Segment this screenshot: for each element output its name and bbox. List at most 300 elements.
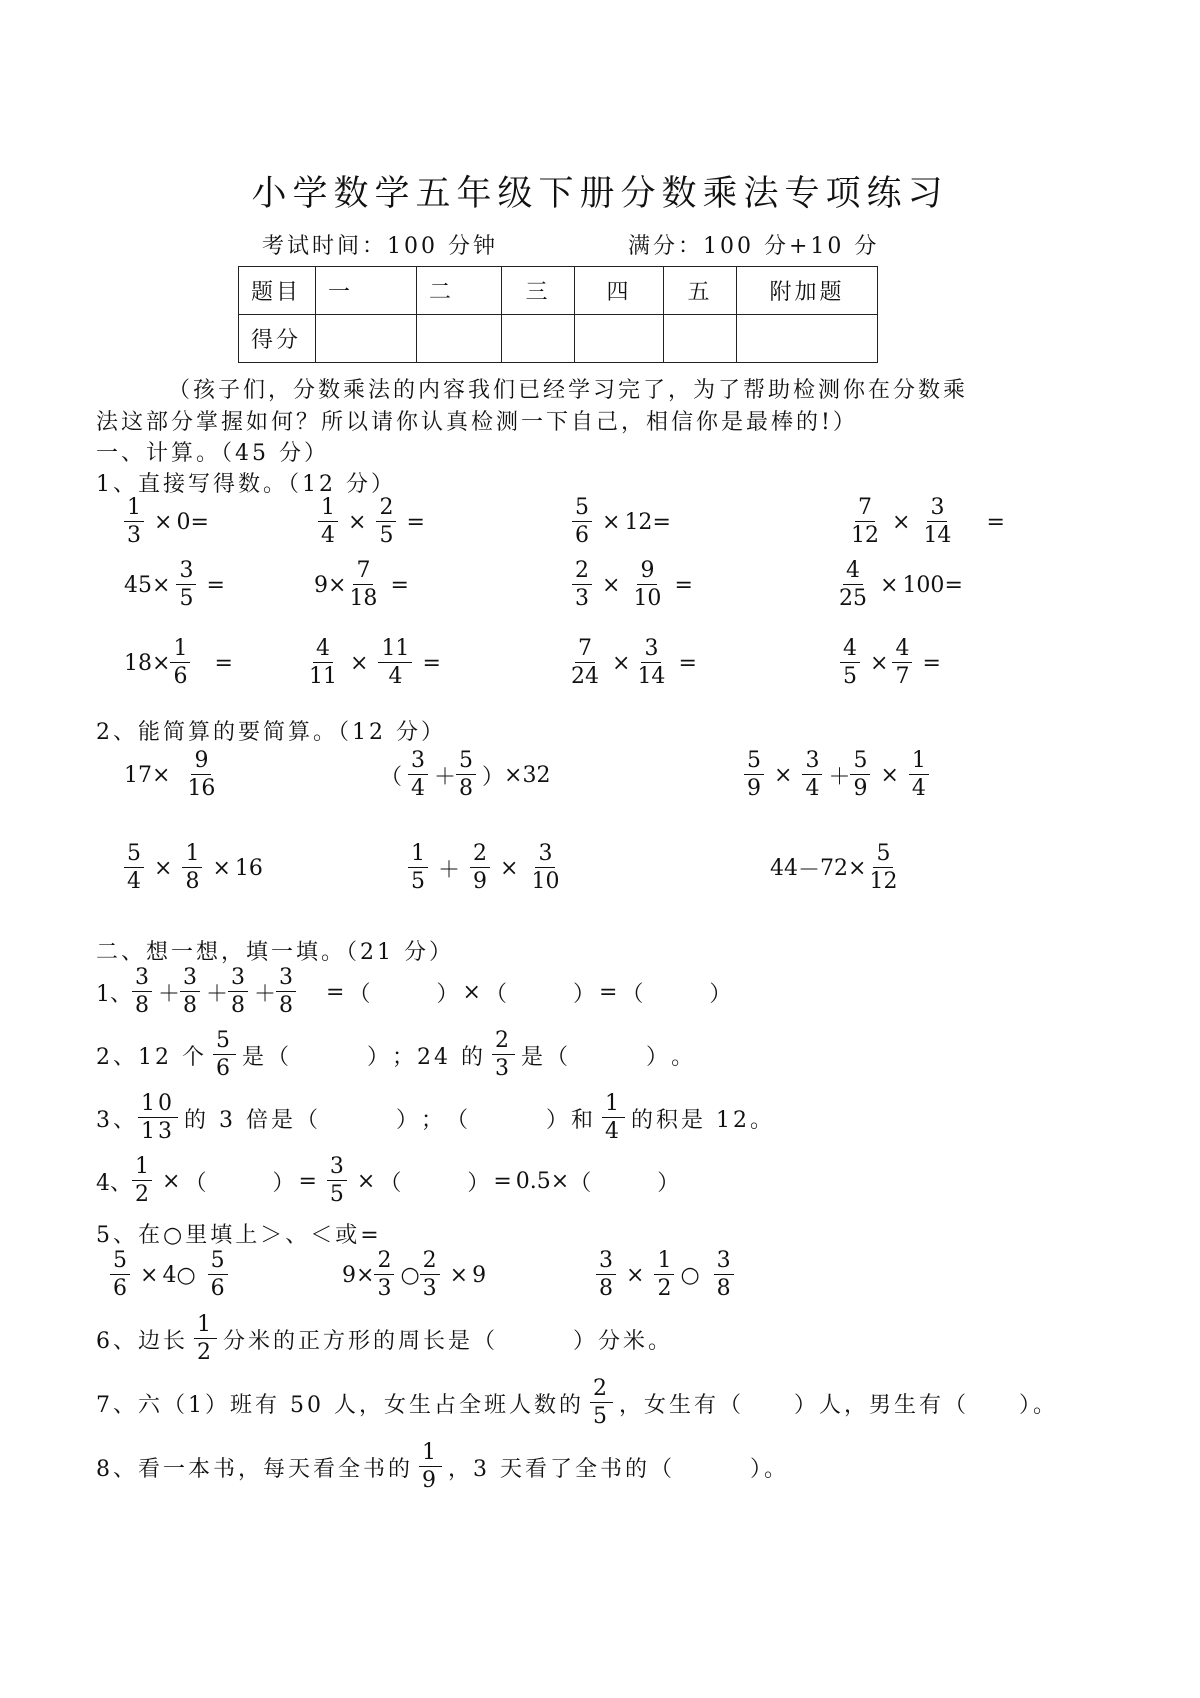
fraction (572, 560, 592, 610)
expression-token: 。 (671, 1044, 697, 1070)
fraction-denominator: 11 (309, 664, 337, 689)
fraction-denominator: 8 (459, 776, 474, 801)
fraction-denominator: 13 (141, 1119, 175, 1144)
score-input-cell[interactable] (575, 315, 664, 363)
expression-token: = (326, 979, 345, 1005)
fraction-numerator: 2 (572, 560, 592, 585)
expression-token: 32 (522, 762, 551, 788)
fraction (124, 843, 144, 893)
q1-expr-4 (842, 497, 1009, 547)
score-input-cell[interactable] (316, 315, 417, 363)
expression-token: ；24 的 (392, 1044, 487, 1070)
expression-token: 1、 (96, 981, 132, 1007)
answer-blank[interactable]: （ ） (484, 981, 595, 1007)
expression-token: × (892, 509, 911, 535)
fraction (346, 560, 380, 610)
score-table (238, 266, 878, 363)
fraction (419, 1442, 442, 1492)
expression-token: 16 (234, 855, 263, 881)
fraction (528, 843, 562, 893)
fraction-denominator: 6 (210, 1276, 225, 1301)
intro-line-1: （孩子们，分数乘法的内容我们已经学习完了，为了帮助检测你在分数乘 (168, 378, 969, 403)
expression-token: 44 (770, 855, 798, 881)
fraction-denominator: 5 (843, 664, 857, 689)
answer-blank[interactable]: （ ） (473, 1328, 599, 1354)
q1-expr-5 (124, 560, 229, 610)
answer-blank[interactable]: （ ） (295, 1107, 421, 1133)
answer-blank[interactable]: （ ） (621, 981, 732, 1007)
score-input-cell[interactable] (737, 315, 878, 363)
fraction-numerator: 9 (191, 750, 211, 775)
answer-blank[interactable]: （ ） (184, 1170, 295, 1196)
expression-token: × (350, 650, 369, 676)
fraction-numerator: 5 (124, 843, 144, 868)
q1-expr-6 (314, 560, 413, 610)
fraction-numerator: 4 (313, 638, 333, 663)
fill-q5-title: 5、在○里填上＞、＜或= (96, 1223, 382, 1248)
fraction-denominator: 8 (135, 993, 149, 1018)
expression-token: × (152, 650, 171, 676)
fill-q3 (96, 1093, 775, 1143)
fraction-denominator: 25 (839, 586, 867, 611)
fraction-denominator: 5 (179, 586, 194, 611)
expression-token: × (602, 509, 621, 535)
fraction (124, 497, 144, 547)
expression-token: = (298, 1168, 317, 1194)
fraction (378, 638, 412, 688)
fraction-denominator: 5 (379, 523, 394, 548)
fraction (654, 1250, 674, 1300)
q1-expr-11 (562, 638, 701, 688)
fraction-denominator: 14 (637, 664, 666, 689)
fraction-denominator: 8 (599, 1276, 613, 1301)
page-title: 小学数学五年级下册分数乘法专项练习 (251, 174, 949, 214)
fraction (456, 750, 476, 800)
fraction-denominator: 12 (869, 869, 898, 894)
fraction (920, 497, 954, 547)
fraction-denominator: 6 (575, 523, 589, 548)
expression-token: × (774, 762, 793, 788)
fraction-numerator: 2 (376, 497, 396, 522)
expression-token: × (612, 650, 631, 676)
expression-token: × (162, 1168, 181, 1194)
expression-token: = (493, 1168, 512, 1194)
expression-token: 72 (820, 855, 849, 881)
fraction (568, 638, 602, 688)
fraction-numerator: 3 (596, 1250, 616, 1275)
fraction (850, 750, 870, 800)
q1-expr-3 (566, 497, 671, 547)
fraction-numerator: 3 (180, 967, 200, 992)
fraction (228, 967, 248, 1017)
score-input-cell[interactable] (417, 315, 502, 363)
fraction (590, 1378, 613, 1428)
answer-blank[interactable]: （ ） (267, 1044, 393, 1070)
expression-token: × (626, 1262, 645, 1288)
expression-token: = (406, 509, 425, 535)
fraction-denominator: 14 (923, 523, 952, 548)
expression-token: ； (421, 1107, 447, 1133)
fraction-numerator: 7 (855, 497, 875, 522)
fraction (630, 560, 664, 610)
fraction-denominator: 4 (805, 776, 820, 801)
answer-blank[interactable]: （ ） (446, 1107, 572, 1133)
fraction-numerator: 4 (840, 638, 860, 663)
q1-expr-1 (118, 497, 209, 547)
fill-q8 (96, 1442, 789, 1492)
expression-token: 9 (342, 1262, 356, 1288)
fraction-numerator: 3 (276, 967, 296, 992)
fraction-denominator: 12 (851, 523, 879, 548)
fraction-denominator: 4 (605, 1119, 623, 1144)
expression-token: （ (380, 764, 403, 790)
fraction (138, 1093, 178, 1143)
fraction-numerator: 5 (213, 1030, 236, 1055)
fraction-numerator: 2 (492, 1030, 515, 1055)
fraction-denominator: 4 (911, 776, 926, 801)
fraction-numerator: 1 (318, 497, 338, 522)
fraction (470, 843, 490, 893)
expression-token: = (678, 650, 697, 676)
fraction (376, 497, 396, 547)
fraction-numerator: 5 (208, 1250, 228, 1275)
fraction (194, 1314, 217, 1364)
fraction-numerator: 5 (456, 750, 476, 775)
full-score: 满分：100 分+10 分 (628, 234, 880, 259)
expression-token: = (986, 509, 1005, 535)
fill-q6 (96, 1314, 673, 1364)
fraction-numerator: 1 (408, 843, 428, 868)
expression-token: × (348, 509, 367, 535)
fraction-denominator: 2 (135, 1182, 149, 1207)
fraction-denominator: 10 (531, 869, 560, 894)
expression-token: = (944, 572, 963, 598)
expression-token: 4 (162, 1262, 177, 1288)
expression-token: 的 3 倍是 (184, 1107, 296, 1133)
expression-token: 7、 (96, 1392, 138, 1418)
fraction (714, 1250, 734, 1300)
fill-q7 (96, 1378, 1058, 1428)
expression-token: = (390, 572, 409, 598)
fraction-denominator: 16 (187, 776, 216, 801)
section-2-title: 二、想一想，填一填。（21 分） (96, 940, 454, 965)
fraction (276, 967, 296, 1017)
fraction (909, 750, 929, 800)
q2-expr-2 (380, 750, 550, 800)
fraction-denominator: 3 (127, 523, 141, 548)
fraction (408, 750, 428, 800)
fraction-numerator: 5 (850, 750, 870, 775)
score-header-cell: 二 (417, 267, 502, 315)
q1-expr-8 (830, 560, 963, 610)
expression-token: 0.5 (515, 1168, 551, 1194)
expression-token: 是 (242, 1044, 268, 1070)
fraction (182, 843, 202, 893)
fraction-numerator: 3 (176, 560, 196, 585)
fraction-denominator: 10 (633, 586, 662, 611)
expression-token: ） (482, 764, 505, 790)
expression-token: ＋ (828, 764, 851, 790)
fraction-denominator: 24 (571, 664, 599, 689)
expression-token: 和 (571, 1107, 597, 1133)
fraction-denominator: 18 (349, 586, 378, 611)
fraction-denominator: 3 (575, 586, 589, 611)
expression-token: × (154, 855, 173, 881)
fraction-denominator: 9 (853, 776, 868, 801)
q2-expr-4 (118, 843, 263, 893)
fraction-numerator: 1 (419, 1442, 442, 1467)
expression-token: 分米。 (598, 1328, 674, 1354)
expression-token: × (328, 572, 347, 598)
fraction (848, 497, 882, 547)
expression-token: = (214, 650, 233, 676)
fraction-denominator: 4 (321, 523, 335, 548)
fraction (374, 1250, 394, 1300)
fraction-numerator: 3 (327, 1156, 347, 1181)
expression-token: = (190, 509, 209, 535)
fraction-numerator: 2 (420, 1250, 440, 1275)
score-header-cell: 五 (664, 267, 737, 315)
fraction-numerator: 5 (873, 843, 893, 868)
fraction (420, 1250, 440, 1300)
fraction-denominator: 3 (377, 1276, 392, 1301)
expression-token: 的积是 12。 (631, 1107, 776, 1133)
fraction (744, 750, 764, 800)
expression-token: = (922, 650, 941, 676)
q2-expr-5 (402, 843, 568, 893)
fraction (132, 967, 152, 1017)
fraction-denominator: 4 (388, 664, 403, 689)
score-header-cell: 三 (502, 267, 575, 315)
fraction-denominator: 5 (592, 1404, 610, 1429)
expression-token: × (870, 650, 889, 676)
score-header-cell: 附加题 (737, 267, 878, 315)
expression-token: ＋ (254, 981, 277, 1007)
fraction (132, 1156, 152, 1206)
score-input-cell[interactable] (502, 315, 575, 363)
fraction-numerator: 3 (228, 967, 248, 992)
expression-token: × (356, 1168, 376, 1194)
expression-token: 12 个 (138, 1044, 207, 1070)
expression-token: 100 (902, 572, 945, 598)
fraction (634, 638, 668, 688)
fraction-numerator: 5 (572, 497, 592, 522)
q2-expr-1 (124, 750, 224, 800)
expression-token: ，3 天看了全书的（ ）。 (448, 1456, 790, 1482)
expression-token: ＋ (438, 857, 461, 883)
intro-line-2: 法这部分掌握如何？所以请你认真检测一下自己，相信你是最棒的!） (96, 410, 858, 435)
q1-expr-2 (312, 497, 429, 547)
q1-expr-12 (834, 638, 945, 688)
fraction-numerator: 3 (927, 497, 947, 522)
fraction-numerator: 1 (132, 1156, 152, 1181)
fraction (208, 1250, 228, 1300)
compare-expr-3 (590, 1250, 740, 1300)
expression-token: = (674, 572, 693, 598)
fraction-denominator: 4 (127, 869, 141, 894)
expression-token: × (848, 855, 867, 881)
expression-token: × (152, 762, 171, 788)
fraction-numerator: 1 (654, 1250, 674, 1275)
q1-expr-7 (566, 560, 697, 610)
answer-blank[interactable]: （ ） (379, 1170, 490, 1196)
fraction-numerator: 3 (535, 843, 555, 868)
expression-token: × (140, 1262, 159, 1288)
q2-expr-6 (770, 843, 906, 893)
expression-token: = (206, 572, 225, 598)
fill-q1 (96, 967, 731, 1017)
expression-token: × (500, 855, 519, 881)
section-1-title: 一、计算。（45 分） (96, 441, 329, 466)
expression-token: ＋ (434, 764, 457, 790)
fraction (318, 497, 338, 547)
answer-blank[interactable]: （ ） (546, 1044, 672, 1070)
fraction (892, 638, 912, 688)
fraction-denominator: 5 (329, 1182, 344, 1207)
fraction-denominator: 5 (411, 869, 425, 894)
expression-token: 3、 (96, 1107, 138, 1133)
fraction-numerator: 4 (892, 638, 912, 663)
expression-token: 边长 (138, 1328, 189, 1354)
compare-circle[interactable]: ○ (680, 1262, 700, 1288)
q1-title: 1、直接写得数。（12 分） (96, 472, 396, 497)
score-table-header-row (239, 267, 878, 315)
fraction-numerator: 7 (575, 638, 595, 663)
q1-expr-9 (124, 638, 237, 688)
fraction (408, 843, 428, 893)
answer-blank[interactable]: （ ） (348, 981, 459, 1007)
expression-token: × (449, 1262, 469, 1288)
fraction-denominator: 9 (473, 869, 488, 894)
fraction-denominator: 6 (113, 1276, 127, 1301)
fraction-numerator: 1 (182, 843, 202, 868)
expression-token: ，女生有（ ）人，男生有（ ）。 (618, 1392, 1058, 1418)
fraction (596, 1250, 616, 1300)
score-input-cell[interactable] (664, 315, 737, 363)
fraction-numerator: 7 (353, 560, 373, 585)
compare-expr-2 (342, 1250, 486, 1300)
q2-title: 2、能简算的要简算。（12 分） (96, 720, 446, 745)
fraction (176, 560, 196, 610)
expression-token: × (356, 1262, 375, 1288)
score-header-cell: 四 (575, 267, 664, 315)
fraction (802, 750, 822, 800)
expression-token: 12 (624, 509, 653, 535)
expression-token: 0 (176, 509, 191, 535)
expression-token: × (550, 1168, 570, 1194)
fraction (492, 1030, 515, 1080)
fraction-denominator: 8 (183, 993, 198, 1018)
expression-token: × (462, 979, 481, 1005)
fraction-numerator: 3 (132, 967, 152, 992)
fraction-denominator: 8 (716, 1276, 731, 1301)
fraction (836, 560, 870, 610)
fraction (170, 638, 190, 688)
fraction-numerator: 9 (637, 560, 657, 585)
expression-token: 看一本书，每天看全书的 (138, 1456, 414, 1482)
fraction-denominator: 9 (422, 1468, 440, 1493)
expression-token: 4、 (96, 1170, 132, 1196)
score-header-cell: 题目 (239, 267, 316, 315)
exam-time: 考试时间：100 分钟 (262, 234, 498, 259)
score-header-cell: 一 (316, 267, 417, 315)
fraction-numerator: 2 (470, 843, 490, 868)
expression-token: × (154, 509, 173, 535)
fraction (866, 843, 900, 893)
fraction-denominator: 7 (895, 664, 910, 689)
fraction-numerator: 3 (802, 750, 822, 775)
compare-expr-1 (104, 1250, 234, 1300)
expression-token: × (602, 572, 621, 598)
score-row-label: 得分 (239, 315, 316, 363)
fraction-denominator: 6 (173, 664, 188, 689)
expression-token: × (880, 762, 899, 788)
fraction-denominator: 3 (422, 1276, 437, 1301)
compare-circle[interactable]: ○ (400, 1262, 420, 1288)
fraction-numerator: 1 (124, 497, 144, 522)
expression-token: 6、 (96, 1328, 138, 1354)
expression-token: 9 (472, 1262, 487, 1288)
fraction (213, 1030, 236, 1080)
fraction-numerator: 1 (170, 638, 190, 663)
compare-circle[interactable]: ○ (176, 1262, 196, 1288)
fraction-denominator: 9 (747, 776, 761, 801)
fraction-denominator: 8 (231, 993, 246, 1018)
fraction-numerator: 5 (744, 750, 764, 775)
fraction-numerator: 1 (194, 1314, 217, 1339)
expression-token: = (422, 650, 441, 676)
fraction-numerator: 5 (110, 1250, 130, 1275)
expression-token: × (212, 855, 231, 881)
fraction-numerator: 3 (714, 1250, 734, 1275)
expression-token: 2、 (96, 1044, 138, 1070)
q1-expr-10 (300, 638, 445, 688)
score-table-score-row (239, 315, 878, 363)
expression-token: ＋ (158, 981, 181, 1007)
fraction (572, 497, 592, 547)
fraction-denominator: 3 (495, 1056, 513, 1081)
expression-token: × (880, 572, 899, 598)
expression-token: 17 (124, 762, 152, 788)
fraction-numerator: 3 (408, 750, 428, 775)
fraction (327, 1156, 347, 1206)
fraction (602, 1093, 625, 1143)
fraction (110, 1250, 130, 1300)
fraction (306, 638, 340, 688)
fraction (184, 750, 218, 800)
fraction-numerator: 4 (843, 560, 863, 585)
fill-q4 (96, 1156, 679, 1206)
fraction-denominator: 8 (279, 993, 294, 1018)
fraction-numerator: 1 (909, 750, 929, 775)
fraction-denominator: 2 (657, 1276, 672, 1301)
fraction-numerator: 3 (641, 638, 661, 663)
expression-token: 9 (314, 572, 328, 598)
expression-token: 是 (521, 1044, 547, 1070)
expression-token: － (798, 857, 821, 883)
answer-blank[interactable]: （ ） (569, 1170, 680, 1196)
fill-q2 (96, 1030, 696, 1080)
expression-token: ＋ (206, 981, 229, 1007)
fraction-denominator: 6 (216, 1056, 233, 1081)
fraction-denominator: 2 (197, 1340, 215, 1365)
fraction (840, 638, 860, 688)
fraction-numerator: 2 (374, 1250, 394, 1275)
fraction-numerator: 11 (378, 638, 412, 663)
expression-token: = (652, 509, 671, 535)
fraction-numerator: 2 (590, 1378, 613, 1403)
fraction (180, 967, 200, 1017)
